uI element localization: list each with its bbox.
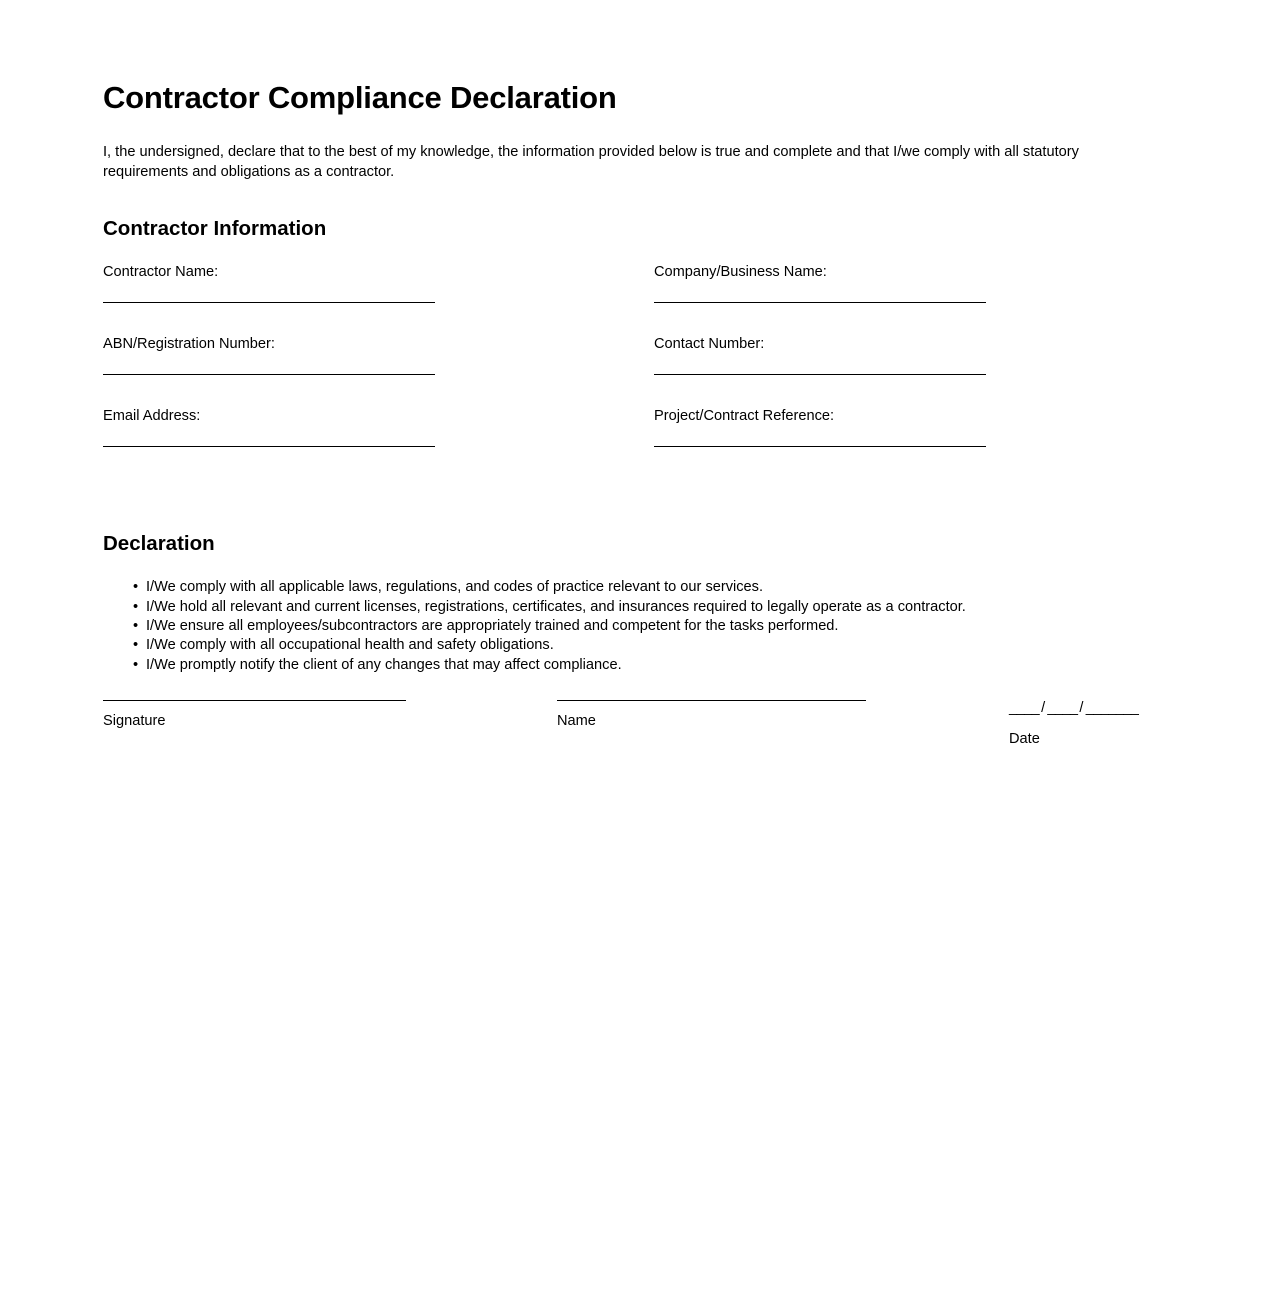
section-heading-declaration: Declaration (103, 531, 215, 555)
list-item-text: I/We hold all relevant and current licenses, registrations, certificates, and insurances required to legally operate as a contractor. (146, 598, 966, 615)
list-item-text: I/We comply with all occupational health and safety obligations. (146, 637, 554, 654)
field-label-abn-registration-number: ABN/Registration Number: (103, 335, 275, 352)
bullet-icon: • (133, 598, 139, 615)
field-contact-number (654, 336, 986, 408)
name-input-line[interactable] (557, 700, 866, 701)
field-label-project-contract-reference: Project/Contract Reference: (654, 407, 835, 424)
signature-field (103, 700, 406, 731)
field-input-company-business-name[interactable] (654, 302, 986, 303)
page-title: Contractor Compliance Declaration (103, 80, 617, 115)
field-label-contact-number: Contact Number: (654, 335, 765, 352)
field-input-project-contract-reference[interactable] (654, 446, 986, 447)
bullet-icon: • (133, 579, 139, 596)
list-item-text: I/We ensure all employees/subcontractors are appropriately trained and competent for the tasks performed. (146, 618, 839, 635)
field-grid-gutter (435, 336, 654, 408)
document-content (103, 80, 1173, 675)
field-label-company-business-name: Company/Business Name: (654, 263, 827, 280)
section-heading-contractor-information: Contractor Information (103, 217, 327, 241)
date-separator-1: / (1041, 700, 1046, 716)
field-email-address (103, 408, 435, 480)
declaration-list (103, 578, 1173, 675)
field-input-contact-number[interactable] (654, 374, 986, 375)
bullet-icon: • (133, 618, 139, 635)
field-grid-gutter (435, 264, 654, 336)
intro-paragraph: I, the undersigned, declare that to the best of my knowledge, the information provided below is true and complete and that I/we comply with all statutory requirements and obligations as a contractor. (103, 143, 1079, 181)
field-abn-registration-number (103, 336, 435, 408)
field-project-contract-reference (654, 408, 986, 480)
list-item (103, 617, 1173, 636)
list-item-text: I/We comply with all applicable laws, regulations, and codes of practice relevant to our services. (146, 579, 764, 596)
date-input-group[interactable] (1009, 700, 1275, 719)
field-input-abn-registration-number[interactable] (103, 374, 435, 375)
field-grid-gutter (435, 408, 654, 480)
field-contractor-name (103, 264, 435, 336)
list-item (103, 656, 1173, 675)
field-input-contractor-name[interactable] (103, 302, 435, 303)
field-company-business-name (654, 264, 986, 336)
list-item-text: I/We promptly notify the client of any changes that may affect compliance. (146, 656, 622, 673)
signature-caption: Signature (103, 713, 166, 729)
field-label-email-address: Email Address: (103, 407, 201, 424)
field-label-contractor-name: Contractor Name: (103, 263, 219, 280)
name-caption: Name (557, 713, 596, 729)
list-item (103, 578, 1173, 597)
date-field (1009, 700, 1275, 749)
list-item (103, 598, 1173, 617)
bullet-icon: • (133, 637, 139, 654)
date-day-blank[interactable]: ____ (1009, 700, 1040, 716)
declaration-section (103, 532, 1173, 676)
list-item (103, 636, 1173, 655)
date-year-blank[interactable]: _______ (1085, 700, 1139, 716)
name-field (557, 700, 866, 731)
signature-block (103, 700, 1173, 750)
field-input-email-address[interactable] (103, 446, 435, 447)
contractor-information-fields (103, 264, 1173, 480)
date-month-blank[interactable]: ____ (1047, 700, 1078, 716)
signature-row (103, 700, 1173, 750)
date-separator-2: / (1079, 700, 1084, 716)
bullet-icon: • (133, 656, 139, 673)
date-caption: Date (1009, 731, 1040, 747)
signature-input-line[interactable] (103, 700, 406, 701)
